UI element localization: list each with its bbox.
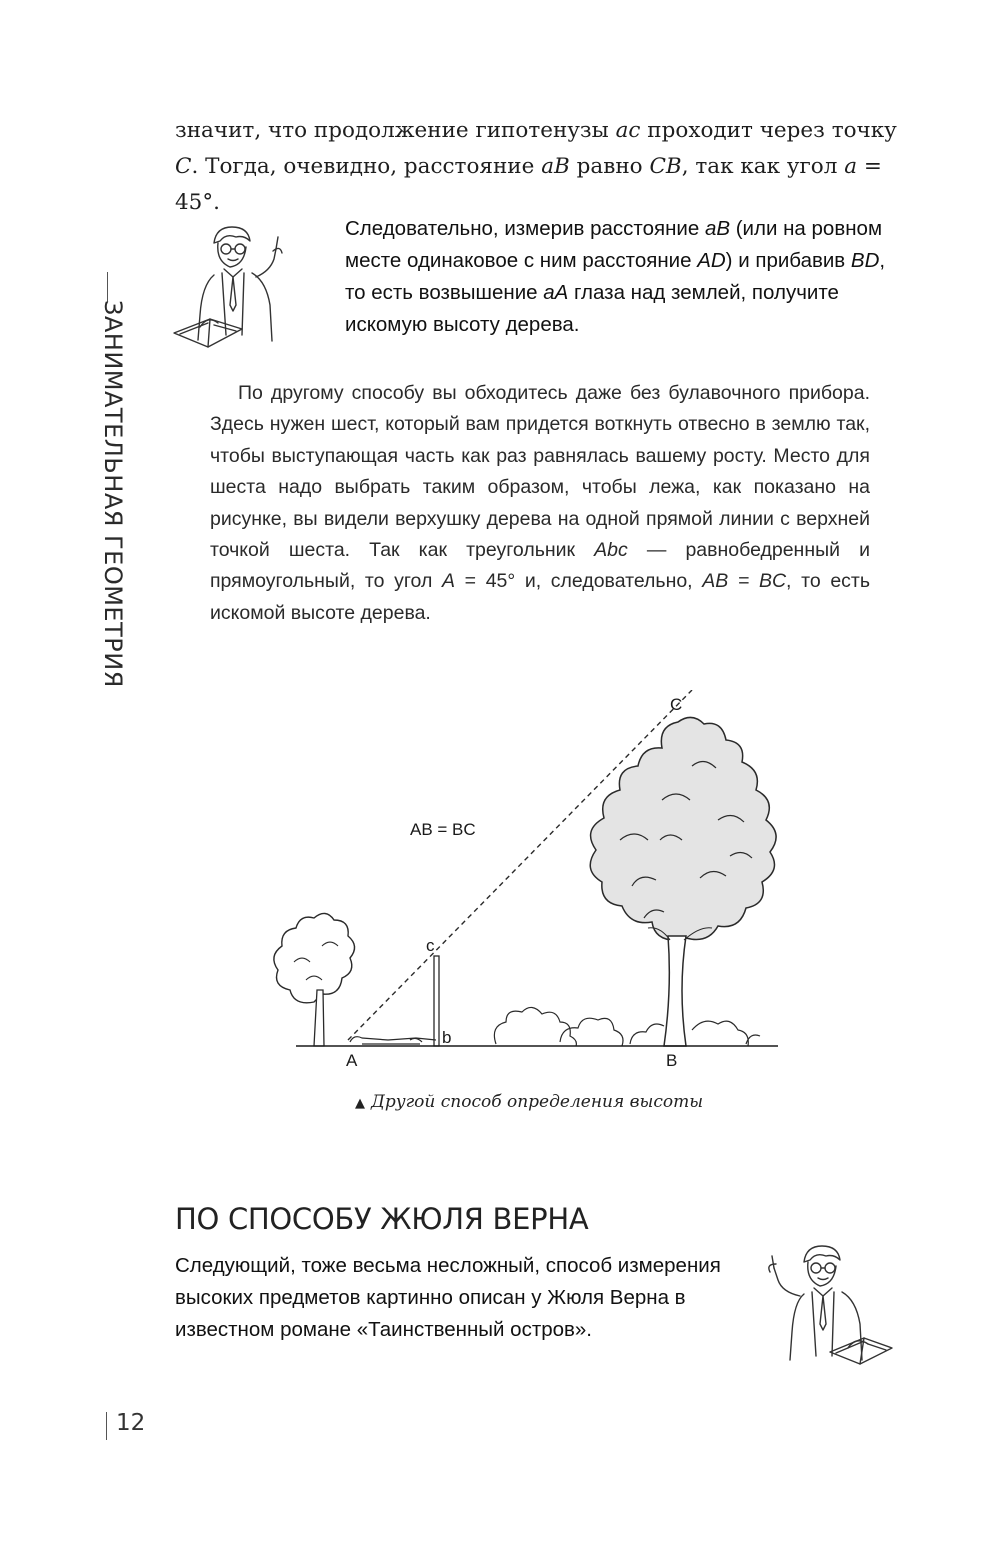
professor-illustration [170,215,300,350]
intro-text: , так как угол [681,154,845,179]
running-title: ЗАНИМАТЕЛЬНАЯ ГЕОМЕТРИЯ [99,300,127,688]
callout-italic: AD [697,249,726,272]
equation-label: AB = BC [410,820,476,839]
label-B: B [666,1051,678,1070]
intro-italic: a [844,154,858,179]
figure-caption [355,1092,775,1112]
page-number-rule [106,1412,107,1440]
tree-height-figure [260,690,800,1080]
callout-segment: ) и прибавив [725,249,851,272]
sidebar-rule [107,272,108,302]
intro-paragraph [175,113,915,221]
small-tree [274,913,355,1046]
pole [434,956,439,1046]
main-paragraph [210,378,870,629]
main-italic: AB = BC [702,570,787,593]
main-italic: Abc [594,539,628,562]
lying-person [350,1037,436,1044]
label-A: A [346,1051,358,1070]
big-tree [590,717,776,1046]
intro-text: проходит через точку [640,118,897,143]
bushes [494,1007,760,1046]
main-text: По другому способу вы обходитесь даже без булавочного прибора. Здесь нужен шест, который вам придется воткнуть отвесно в землю так, чтобы выступающая часть как раз равнялась вашему росту. Место для шеста надо выбрать таким образом, чтобы лежа, как показано на рисунке, вы видели верхушку дерева на одной прямой линии с верхней точкой шеста. Так как треугольник [210,382,870,562]
callout-text [345,213,905,341]
callout-segment: , то есть возвышение [345,249,886,304]
callout-italic: BD [850,249,880,272]
intro-italic: aB [541,154,570,179]
callout-segment: (или на ровном месте одинаковое с ним расстояние [345,217,883,272]
intro-italic: C [175,154,192,179]
intro-text: значит, что продолжение гипотенузы [175,118,616,143]
main-text: — равнобедренный и прямоугольный, то угол [210,539,870,593]
section-heading: ПО СПОСОБУ ЖЮЛЯ ВЕРНА [175,1202,589,1236]
section-paragraph: Следующий, тоже весьма несложный, способ измерения высоких предметов картинно описан у Жюля Верна в известном романе «Таинственный остров». [175,1254,721,1341]
intro-text: равно [569,154,650,179]
professor-illustration [760,1240,895,1370]
main-italic: A [442,570,456,593]
caption-text: Другой способ определения высоты [371,1092,704,1112]
callout-segment: глаза над землей, получите искомую высоту дерева. [345,281,839,336]
callout-italic: aA [543,281,569,304]
callout-segment: Следовательно, измерив расстояние [345,217,705,240]
caption-triangle-icon: ▲ [355,1096,365,1111]
main-text: , то есть искомой высоте дерева. [210,570,871,624]
label-C: C [670,695,683,714]
intro-italic: ac [615,118,641,143]
main-text: = 45° и, следовательно, [455,570,703,593]
page-number: 12 [116,1410,146,1436]
label-b: b [442,1028,452,1047]
intro-text: . Тогда, очевидно, расстояние [191,154,542,179]
label-c: c [426,936,435,955]
intro-text: = 45°. [175,154,882,215]
intro-italic: CB [649,154,682,179]
callout-italic: aB [704,217,731,240]
main-paragraph-body [210,378,870,629]
